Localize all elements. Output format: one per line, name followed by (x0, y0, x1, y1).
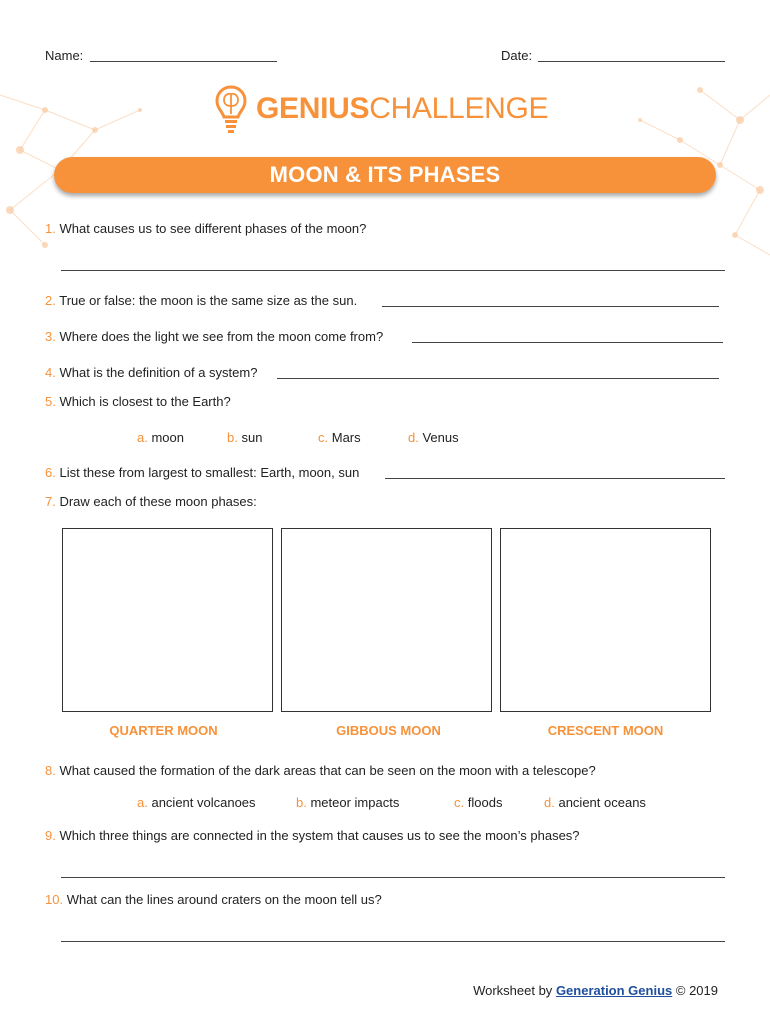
q5-option-c[interactable]: c. Mars (318, 430, 361, 445)
answer-line-1[interactable] (61, 270, 725, 271)
question-4: 4. What is the definition of a system? (45, 365, 258, 380)
title-banner (54, 157, 716, 193)
question-5: 5. Which is closest to the Earth? (45, 394, 231, 409)
name-label: Name: (45, 48, 84, 63)
caption-quarter-moon: QUARTER MOON (109, 723, 218, 738)
generation-genius-link[interactable]: Generation Genius (555, 983, 673, 998)
date-field-line[interactable] (538, 61, 725, 62)
q8-option-c[interactable]: c. floods (454, 795, 503, 810)
logo-wordmark (256, 92, 548, 126)
answer-line-3[interactable] (412, 342, 723, 343)
answer-line-10[interactable] (61, 941, 725, 942)
page-title: MOON & ITS PHASES (269, 162, 501, 187)
question-1: 1. What causes us to see different phases of the moon? (45, 221, 367, 236)
q8-option-a[interactable]: a. ancient volcanoes (137, 795, 256, 810)
caption-gibbous-moon: GIBBOUS MOON (336, 723, 441, 738)
network-background-decoration (0, 0, 770, 300)
date-label: Date: (501, 48, 533, 63)
q5-option-b[interactable]: b. sun (227, 430, 263, 445)
q8-option-b[interactable]: b. meteor impacts (296, 795, 400, 810)
caption-crescent-moon: CRESCENT MOON (547, 723, 664, 738)
answer-line-9[interactable] (61, 877, 725, 878)
brain-lightbulb-icon (214, 84, 248, 136)
logo-light-text: CHALLENGE (369, 92, 549, 125)
answer-line-2[interactable] (382, 306, 719, 307)
question-10: 10. What can the lines around craters on the moon tell us? (45, 892, 382, 907)
question-2: 2. True or false: the moon is the same size as the sun. (45, 293, 358, 308)
drawing-box-gibbous-moon[interactable] (281, 528, 492, 712)
drawing-box-crescent-moon[interactable] (500, 528, 711, 712)
question-7: 7. Draw each of these moon phases: (45, 494, 257, 509)
question-8: 8. What caused the formation of the dark areas that can be seen on the moon with a telescope? (45, 763, 596, 778)
q5-option-d[interactable]: d. Venus (408, 430, 459, 445)
question-6: 6. List these from largest to smallest: Earth, moon, sun (45, 465, 360, 480)
drawing-box-quarter-moon[interactable] (62, 528, 273, 712)
answer-line-4[interactable] (277, 378, 719, 379)
question-3: 3. Where does the light we see from the moon come from? (45, 329, 384, 344)
question-9: 9. Which three things are connected in the system that causes us to see the moon’s phases? (45, 828, 580, 843)
logo-bold-text: GENIUS (256, 92, 370, 125)
q8-option-d[interactable]: d. ancient oceans (544, 795, 646, 810)
answer-line-6[interactable] (385, 478, 725, 479)
q5-option-a[interactable]: a. moon (137, 430, 184, 445)
footer-credit: Worksheet by Generation Genius © 2019 (473, 983, 718, 998)
name-field-line[interactable] (90, 61, 277, 62)
